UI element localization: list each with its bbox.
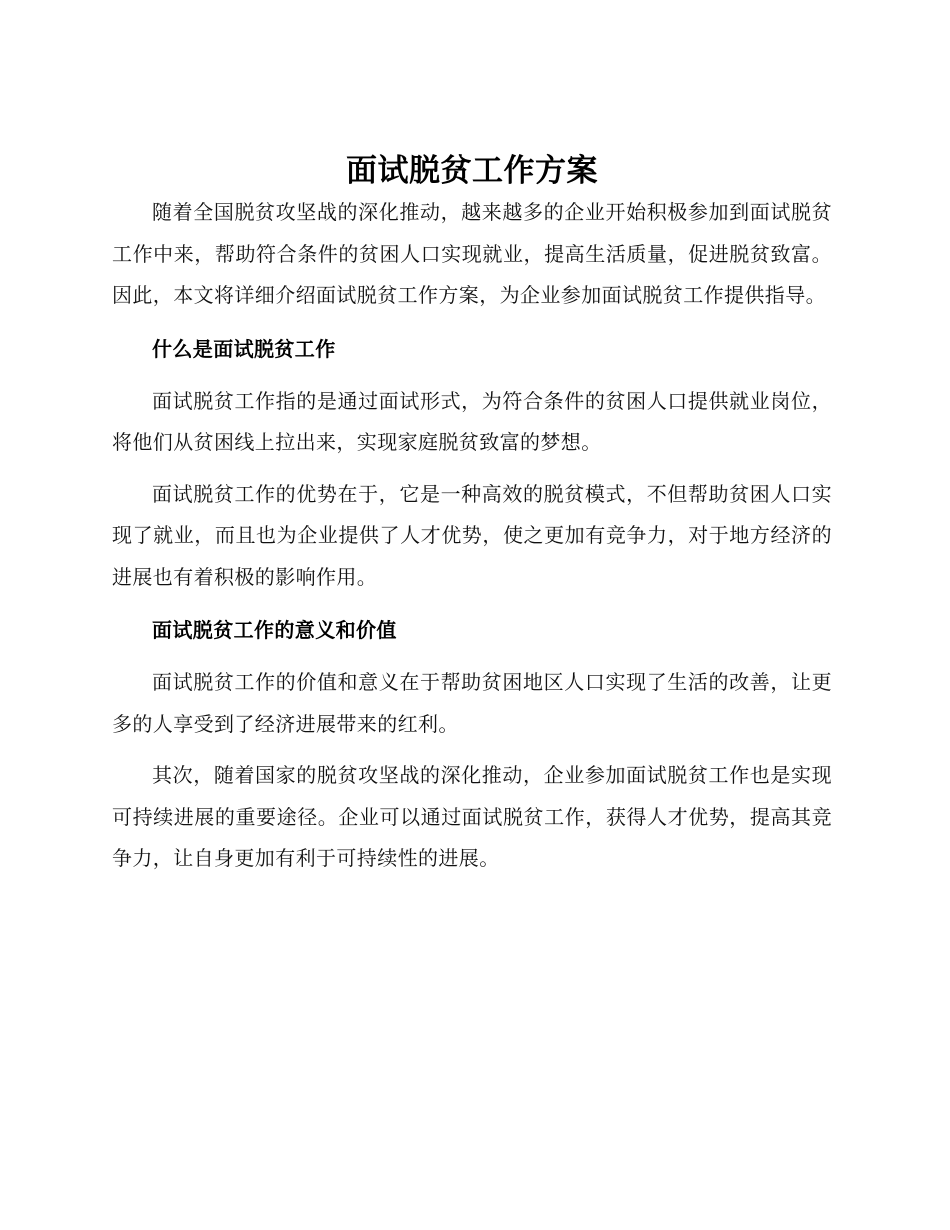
- section-heading: 面试脱贫工作的意义和价值: [152, 618, 397, 642]
- section-meaning-value: [112, 610, 832, 880]
- section-paragraph: 其次，随着国家的脱贫攻坚战的深化推动，企业参加面试脱贫工作也是实现可持续进展的重要途径。企业可以通过面试脱贫工作，获得人才优势，提高其竞争力，让自身更加有利于可持续性的进展。: [112, 763, 832, 870]
- intro-paragraph: 随着全国脱贫攻坚战的深化推动，越来越多的企业开始积极参加到面试脱贫工作中来，帮助符合条件的贫困人口实现就业，提高生活质量，促进脱贫致富。因此，本文将详细介绍面试脱贫工作方案，为企业参加面试脱贫工作提供指导。: [112, 200, 832, 307]
- section-paragraph: 面试脱贫工作的价值和意义在于帮助贫困地区人口实现了生活的改善，让更多的人享受到了经济进展带来的红利。: [112, 670, 832, 736]
- section-paragraph: 面试脱贫工作的优势在于，它是一种高效的脱贫模式，不但帮助贫困人口实现了就业，而且也为企业提供了人才优势，使之更加有竞争力，对于地方经济的进展也有着积极的影响作用。: [112, 481, 832, 589]
- document-title: 面试脱贫工作方案: [346, 153, 598, 189]
- document-body: [112, 150, 832, 880]
- section-paragraph: 面试脱贫工作指的是通过面试形式，为符合条件的贫困人口提供就业岗位，将他们从贫困线上拉出来，实现家庭脱贫致富的梦想。: [112, 388, 832, 454]
- section-what-is: [112, 329, 832, 599]
- section-heading: 什么是面试脱贫工作: [152, 336, 336, 361]
